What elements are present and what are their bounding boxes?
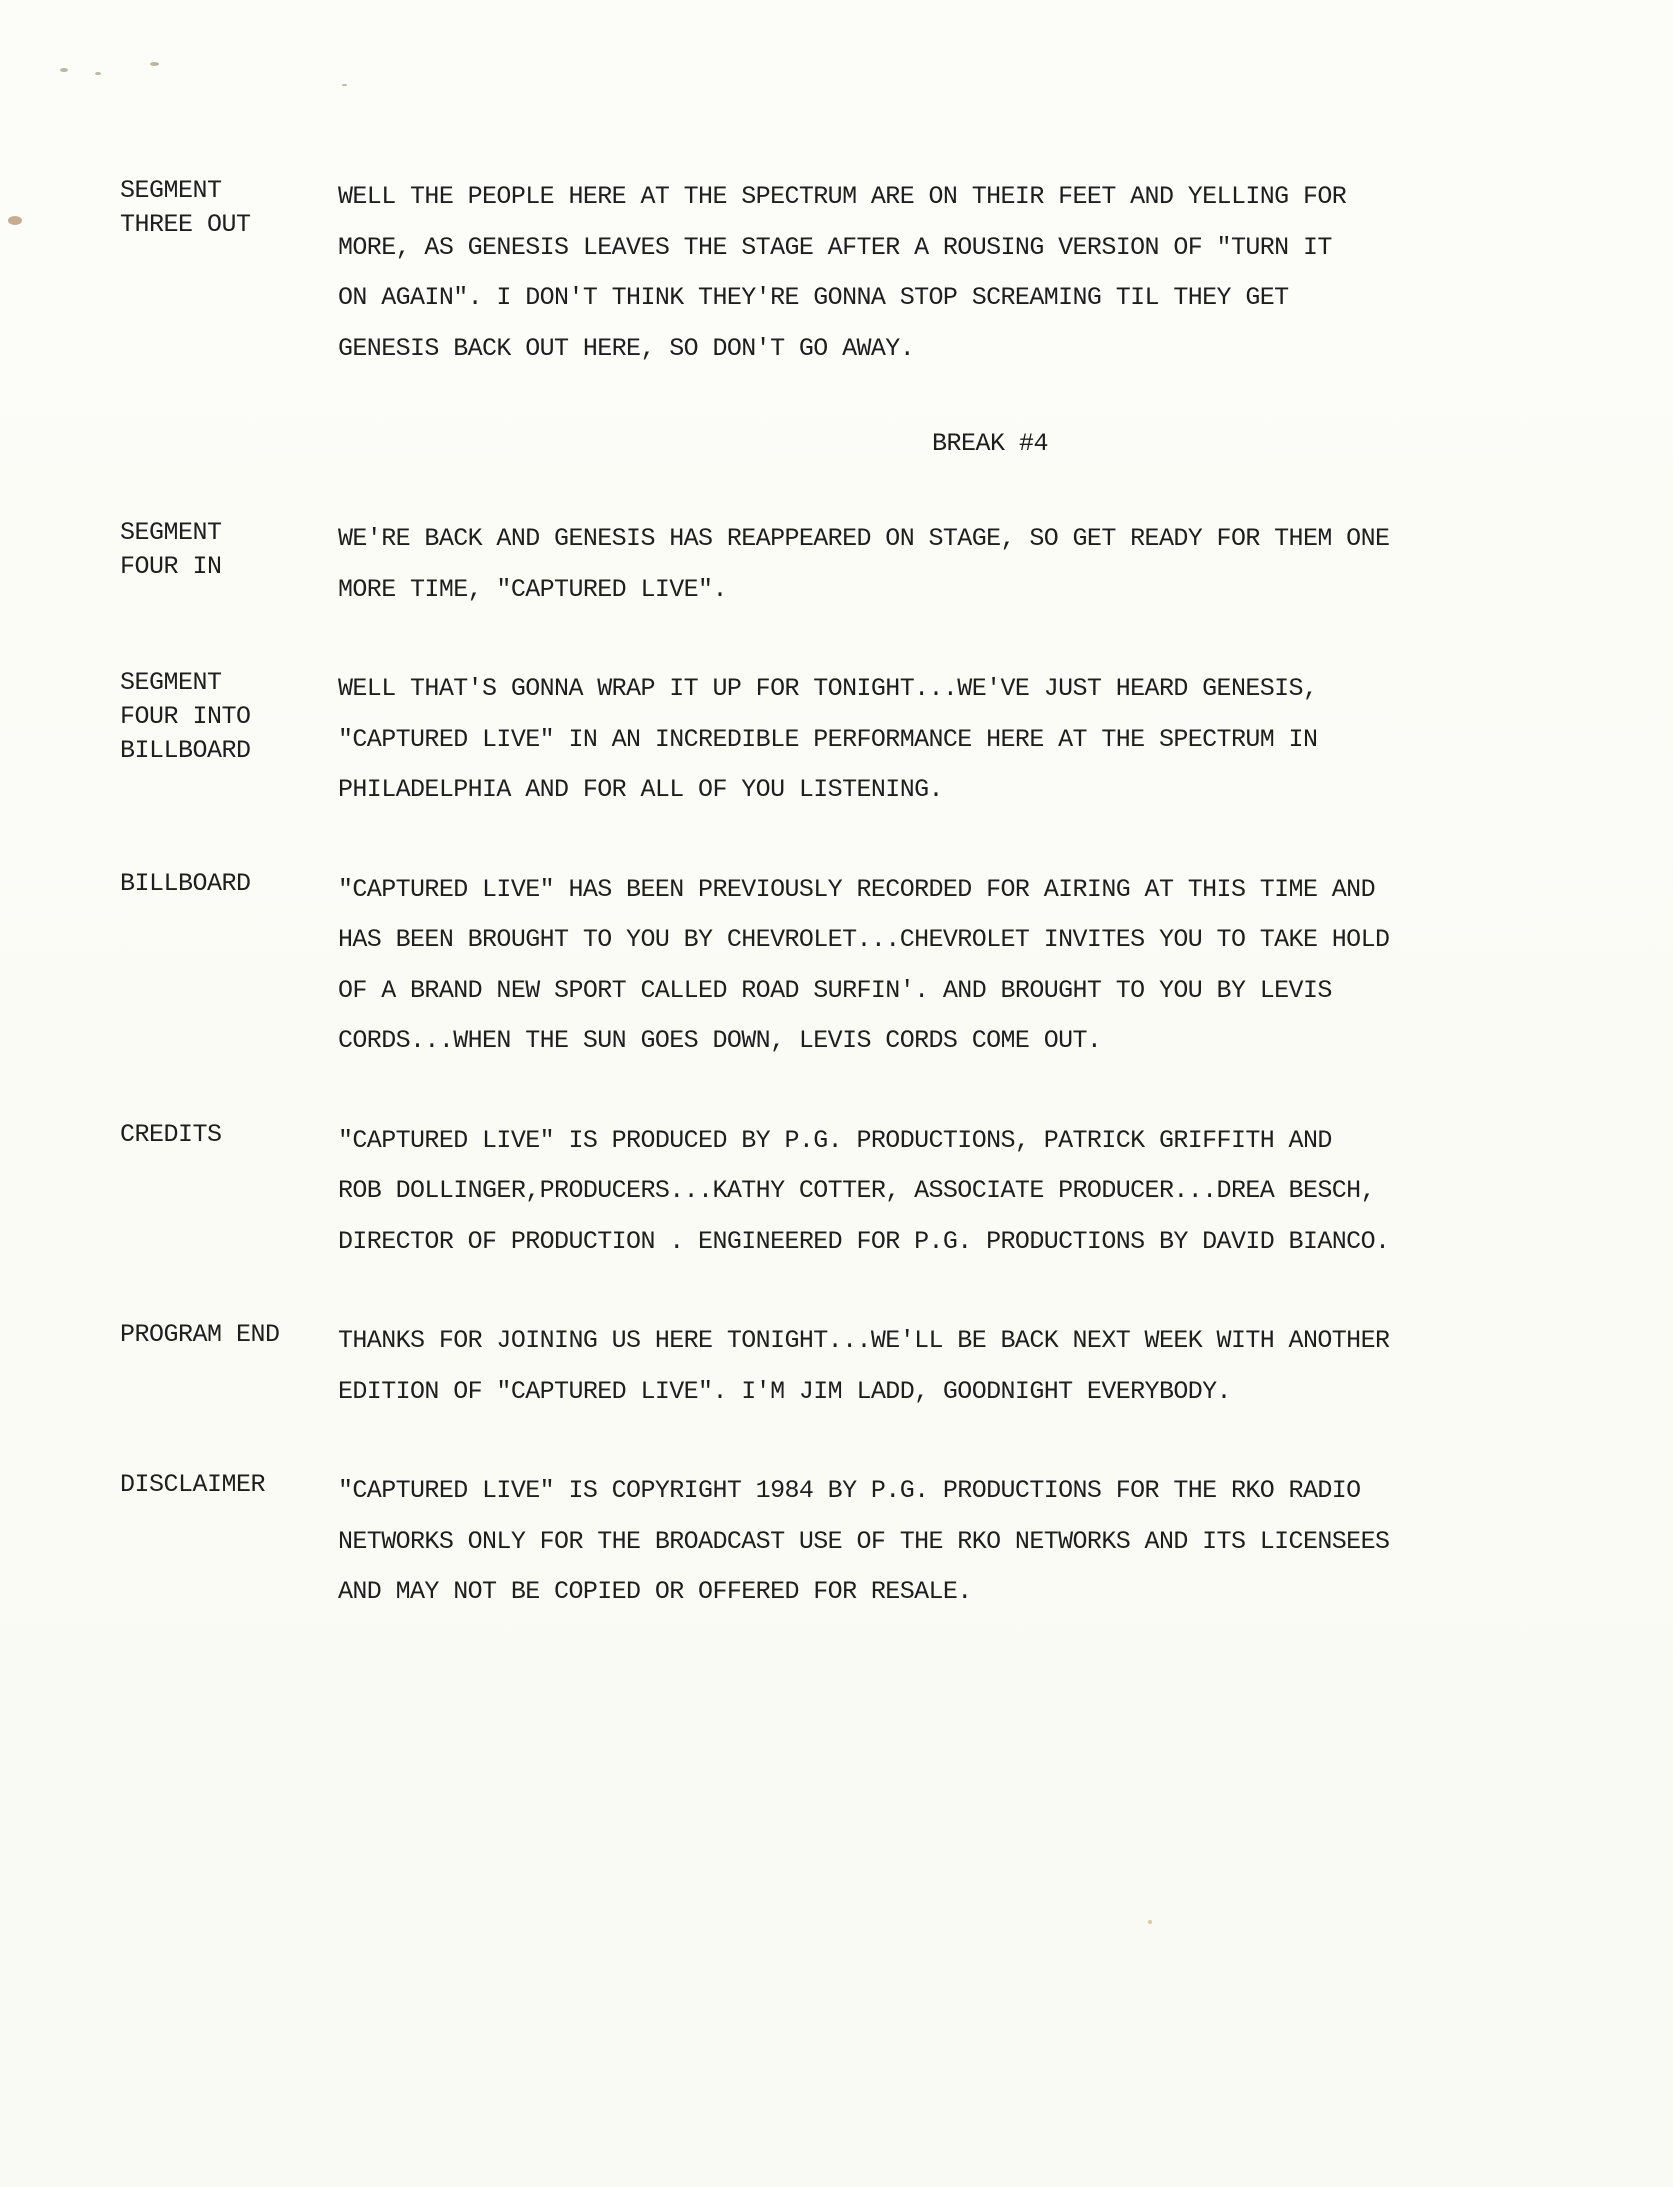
copy-line: "CAPTURED LIVE" HAS BEEN PREVIOUSLY RECORDED FOR AIRING AT THIS TIME AND: [338, 874, 1375, 904]
cue-label: SEGMENT FOUR INTO BILLBOARD: [120, 668, 251, 765]
paper-speck: [95, 72, 101, 75]
paper-speck: [1148, 1920, 1152, 1924]
disclaimer-entry: [120, 1466, 1580, 1618]
copy-line: DIRECTOR OF PRODUCTION . ENGINEERED FOR P.G. PRODUCTIONS BY DAVID BIANCO.: [338, 1226, 1390, 1256]
segment-four-in-entry: [120, 514, 1580, 615]
cue-label: SEGMENT THREE OUT: [120, 176, 251, 239]
cue-copy: [338, 1466, 1580, 1618]
paper-speck: [342, 84, 347, 86]
copy-line: GENESIS BACK OUT HERE, SO DON'T GO AWAY.: [338, 333, 915, 363]
credits-entry: [120, 1116, 1580, 1268]
copy-line: WELL THE PEOPLE HERE AT THE SPECTRUM ARE ON THEIR FEET AND YELLING FOR: [338, 182, 1347, 211]
copy-line: ROB DOLLINGER,PRODUCERS...KATHY COTTER, ASSOCIATE PRODUCER...DREA BESCH,: [338, 1176, 1375, 1205]
copy-line: THANKS FOR JOINING US HERE TONIGHT...WE'LL BE BACK NEXT WEEK WITH ANOTHER: [338, 1326, 1390, 1355]
copy-line: OF A BRAND NEW SPORT CALLED ROAD SURFIN'. AND BROUGHT TO YOU BY LEVIS: [338, 975, 1332, 1005]
copy-line: NETWORKS ONLY FOR THE BROADCAST USE OF THE RKO NETWORKS AND ITS LICENSEES: [338, 1526, 1390, 1556]
copy-line: "CAPTURED LIVE" IN AN INCREDIBLE PERFORMANCE HERE AT THE SPECTRUM IN: [338, 724, 1318, 754]
copy-line: ON AGAIN". I DON'T THINK THEY'RE GONNA STOP SCREAMING TIL THEY GET: [338, 283, 1289, 312]
cue-copy: [338, 664, 1580, 816]
program-end-entry: [120, 1316, 1580, 1417]
copy-line: EDITION OF "CAPTURED LIVE". I'M JIM LADD, GOODNIGHT EVERYBODY.: [338, 1376, 1231, 1406]
paper-speck: [150, 62, 159, 66]
copy-line: WE'RE BACK AND GENESIS HAS REAPPEARED ON STAGE, SO GET READY FOR THEM ONE: [338, 524, 1390, 553]
cue-label: BILLBOARD: [120, 868, 251, 898]
copy-line: CORDS...WHEN THE SUN GOES DOWN, LEVIS CORDS COME OUT.: [338, 1026, 1102, 1055]
copy-line: MORE TIME, "CAPTURED LIVE".: [338, 574, 727, 604]
copy-line: WELL THAT'S GONNA WRAP IT UP FOR TONIGHT...WE'VE JUST HEARD GENESIS,: [338, 674, 1318, 703]
cue-copy: [338, 172, 1580, 374]
cue-label: SEGMENT FOUR IN: [120, 518, 222, 581]
break-heading: BREAK #4: [931, 429, 1049, 458]
cue-copy: [338, 865, 1580, 1067]
copy-line: PHILADELPHIA AND FOR ALL OF YOU LISTENING.: [338, 775, 943, 804]
billboard-entry: [120, 865, 1580, 1067]
cue-copy: [338, 1316, 1580, 1417]
segment-four-into-billboard-entry: [120, 664, 1580, 816]
cue-label: DISCLAIMER: [120, 1470, 266, 1499]
copy-line: AND MAY NOT BE COPIED OR OFFERED FOR RESALE.: [338, 1577, 972, 1606]
copy-line: "CAPTURED LIVE" IS PRODUCED BY P.G. PRODUCTIONS, PATRICK GRIFFITH AND: [338, 1125, 1332, 1155]
copy-line: "CAPTURED LIVE" IS COPYRIGHT 1984 BY P.G. PRODUCTIONS FOR THE RKO RADIO: [338, 1476, 1361, 1505]
copy-line: MORE, AS GENESIS LEAVES THE STAGE AFTER A ROUSING VERSION OF "TURN IT: [338, 232, 1332, 262]
paper-speck: [8, 216, 22, 225]
copy-line: HAS BEEN BROUGHT TO YOU BY CHEVROLET...CHEVROLET INVITES YOU TO TAKE HOLD: [338, 925, 1390, 954]
segment-three-out-entry: [120, 172, 1580, 374]
cue-copy: [338, 514, 1580, 615]
cue-copy: [338, 1116, 1580, 1268]
script-body: [120, 172, 1580, 1618]
cue-label: PROGRAM END: [120, 1320, 280, 1349]
paper-speck: [60, 68, 68, 72]
cue-label: CREDITS: [120, 1119, 222, 1149]
